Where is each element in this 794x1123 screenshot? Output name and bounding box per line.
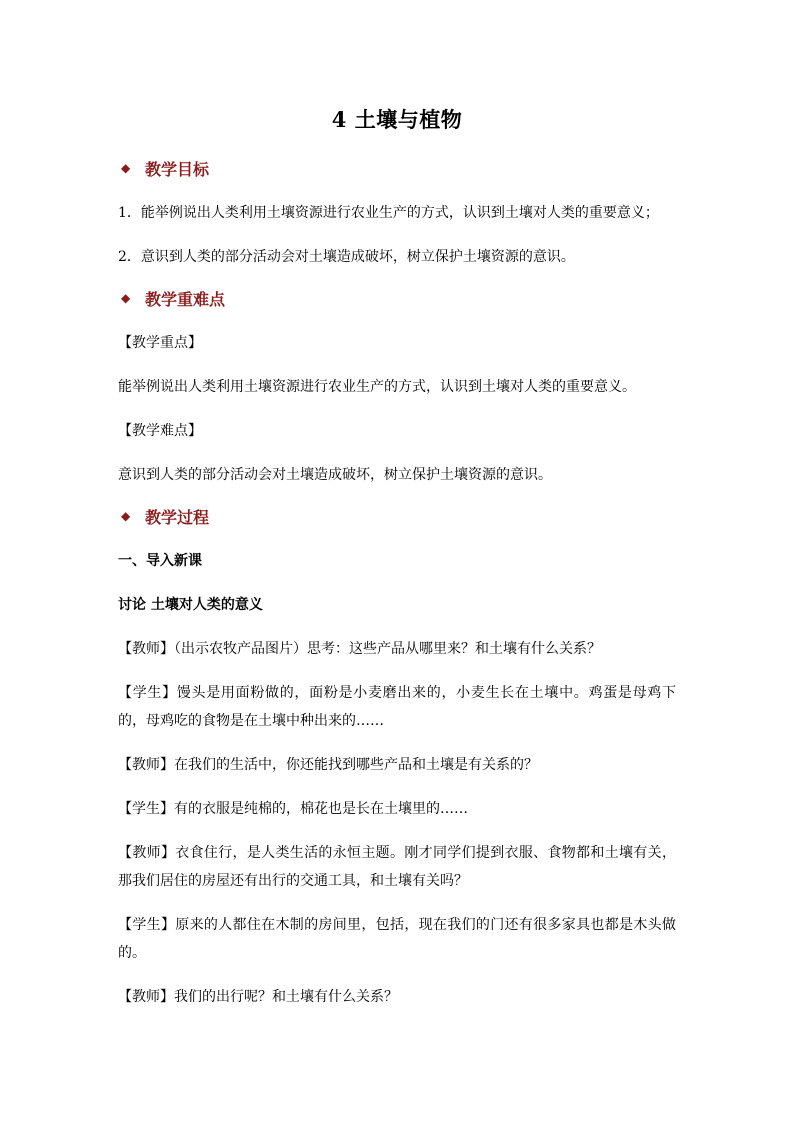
diamond-icon: ◆ xyxy=(121,291,131,305)
section-heading-goals xyxy=(118,157,676,179)
dialogue-line xyxy=(118,635,676,663)
process-part-1: 一、导入新课 xyxy=(118,553,202,569)
difficulty-label: 【教学难点】 xyxy=(118,423,202,439)
dialogue-line xyxy=(118,911,676,967)
diamond-icon: ◆ xyxy=(121,161,131,175)
dialogue-line xyxy=(118,679,676,735)
diamond-icon: ◆ xyxy=(121,509,131,523)
dialogue-text: 我们的出行呢？和土壤有什么关系？ xyxy=(174,989,398,1005)
dialogue-text: 在我们的生活中，你还能找到哪些产品和土壤是有关系的？ xyxy=(174,757,538,773)
page-title: 4 土壤与植物 xyxy=(331,107,463,132)
goal-item-2: 2．意识到人类的部分活动会对土壤造成破坏，树立保护土壤资源的意识。 xyxy=(118,249,575,265)
section-heading-label: 教学过程 xyxy=(145,507,210,527)
dialogue-text: （出示农牧产品图片）思考：这些产品从哪里来？和土壤有什么关系？ xyxy=(174,641,601,657)
section-heading-label: 教学重难点 xyxy=(145,289,226,309)
speaker-label: 【教师】 xyxy=(118,989,174,1005)
dialogue-line xyxy=(118,751,676,779)
speaker-label: 【学生】 xyxy=(118,801,174,817)
speaker-label: 【学生】 xyxy=(118,917,176,933)
dialogue-line xyxy=(118,795,676,823)
speaker-label: 【教师】 xyxy=(118,641,174,657)
dialogue-line xyxy=(118,983,676,1011)
dialogue-line xyxy=(118,839,676,895)
section-heading-keypoints xyxy=(118,287,676,309)
speaker-label: 【教师】 xyxy=(118,845,176,861)
focus-text: 能举例说出人类利用土壤资源进行农业生产的方式，认识到土壤对人类的重要意义。 xyxy=(118,379,636,395)
dialogue-text: 馒头是用面粉做的，面粉是小麦磨出来的，小麦生长在土壤中。鸡蛋是母鸡下的，母鸡吃的食物是在土壤中种出来的…… xyxy=(118,685,676,729)
speaker-label: 【教师】 xyxy=(118,757,174,773)
goal-item-1: 1．能举例说出人类利用土壤资源进行农业生产的方式，认识到土壤对人类的重要意义； xyxy=(118,205,659,221)
dialogue-text: 原来的人都住在木制的房间里，包括，现在我们的门还有很多家具也都是木头做的。 xyxy=(118,917,677,961)
speaker-label: 【学生】 xyxy=(118,685,177,701)
difficulty-text: 意识到人类的部分活动会对土壤造成破坏，树立保护土壤资源的意识。 xyxy=(118,467,552,483)
section-heading-label: 教学目标 xyxy=(145,159,210,179)
dialogue-text: 衣食住行，是人类生活的永恒主题。刚才同学们提到衣服、食物都和土壤有关，那我们居住的房屋还有出行的交通工具，和土壤有关吗？ xyxy=(118,845,677,889)
section-heading-process xyxy=(118,505,676,527)
dialogue-text: 有的衣服是纯棉的，棉花也是长在土壤里的…… xyxy=(174,801,468,817)
discussion-title: 讨论 土壤对人类的意义 xyxy=(118,597,263,613)
focus-label: 【教学重点】 xyxy=(118,335,202,351)
